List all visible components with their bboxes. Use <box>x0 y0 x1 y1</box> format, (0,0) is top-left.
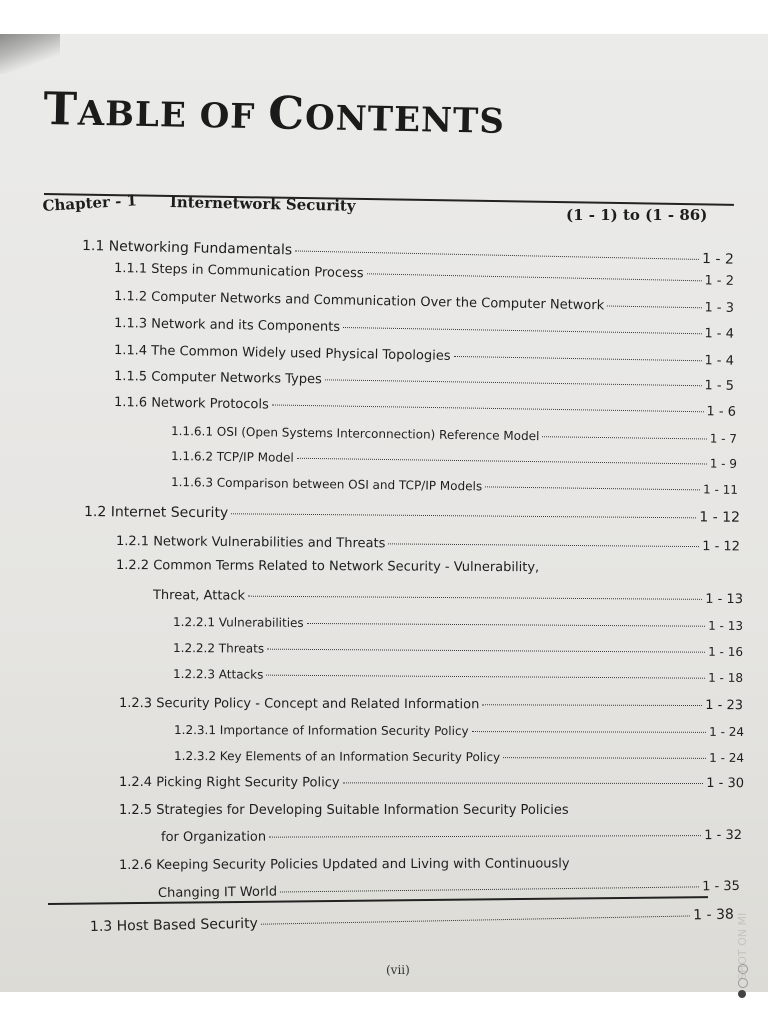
toc-entry-page: 1 - 38 <box>693 906 734 924</box>
toc-entry-label: 1.1.6 Network Protocols <box>113 395 269 413</box>
toc-entry-page: 1 - 13 <box>708 618 744 633</box>
toc-entry-page: 1 - 6 <box>706 404 737 420</box>
chapter-page-range: (1 - 1) to (1 - 86) <box>566 206 708 224</box>
dot-leader <box>231 513 696 518</box>
toc-entry-label: 1.1.5 Computer Networks Types <box>113 369 322 388</box>
toc-entry-label: 1.2.3 Security Policy - Concept and Related Information <box>118 696 480 713</box>
toc-entry-label: 1.2.4 Picking Right Security Policy <box>118 775 340 791</box>
dot-leader <box>388 543 699 547</box>
toc-entry-page: 1 - 32 <box>704 827 743 844</box>
toc-entry-label: for Organization <box>160 829 267 845</box>
toc-entry-label: 1.1.1 Steps in Communication Process <box>113 261 364 282</box>
top-margin <box>0 0 768 34</box>
toc-entry-page: 1 - 4 <box>704 326 735 342</box>
ring-dot-icon <box>738 978 748 988</box>
toc-entry-label: 1.1.3 Network and its Components <box>113 316 341 335</box>
toc-entry-label: 1.1.6.1 OSI (Open Systems Interconnection) Reference Model <box>170 424 540 444</box>
toc-entry-page: 1 - 7 <box>709 431 738 446</box>
ring-dot-icon <box>738 964 748 974</box>
toc-entry-page: 1 - 5 <box>704 378 735 394</box>
dot-leader <box>325 379 702 386</box>
toc-wrapped-line: 1.2.6 Keeping Security Policies Updated and Living with Continuously <box>118 856 570 873</box>
dot-leader <box>272 404 704 412</box>
dot-leader <box>266 675 705 679</box>
toc-entry-label: 1.2.2.3 Attacks <box>172 667 264 682</box>
toc-entry-label: 1.2.3.2 Key Elements of an Information Security Policy <box>173 749 501 765</box>
camera-dots <box>733 960 765 1000</box>
toc-entry-label: 1.2.2.2 Threats <box>172 641 265 656</box>
dot-leader <box>454 356 702 361</box>
dot-leader <box>542 436 706 439</box>
toc-entry-label: 1.3 Host Based Security <box>89 915 259 935</box>
toc-entry <box>119 775 744 796</box>
toc-entry <box>153 588 743 612</box>
toc-entry-page: 1 - 30 <box>706 776 745 792</box>
toc-entry <box>174 749 744 771</box>
camera-watermark: SHOT ON MI <box>736 912 749 980</box>
toc-entry <box>173 615 743 639</box>
dot-leader <box>367 273 702 281</box>
chapter-label: Chapter - 1 <box>42 191 138 215</box>
toc-entry-page: 1 - 4 <box>704 353 735 369</box>
dot-leader <box>607 305 701 308</box>
filled-dot-icon <box>738 990 746 998</box>
toc-entry-page: 1 - 24 <box>709 750 745 765</box>
toc-entry-label: 1.2.3.1 Importance of Information Security Policy <box>173 723 469 739</box>
title-initial-t: T <box>42 82 79 136</box>
dot-leader <box>482 704 702 706</box>
toc-entry <box>119 696 743 718</box>
toc-wrapped-line: 1.2.5 Strategies for Developing Suitable Information Security Policies <box>119 803 569 818</box>
toc-entry-label: 1.1.2 Computer Networks and Communication Over the Computer Network <box>113 289 605 314</box>
toc-entry <box>173 667 743 691</box>
dot-leader <box>343 782 704 784</box>
toc-entry <box>174 723 744 745</box>
toc-entry-page: 1 - 35 <box>702 878 741 895</box>
dot-leader <box>472 731 706 733</box>
toc-entry-page: 1 - 9 <box>709 456 738 471</box>
dot-leader <box>261 915 690 924</box>
toc-entry-page: 1 - 3 <box>704 300 735 316</box>
dot-leader <box>485 486 700 490</box>
toc-entry-page: 1 - 2 <box>701 250 735 268</box>
toc-entry-page: 1 - 18 <box>708 670 744 685</box>
chapter-title: Internetwork Security <box>169 193 356 215</box>
page-number: (vii) <box>386 963 410 977</box>
dot-leader <box>297 458 707 465</box>
dot-leader <box>269 835 701 838</box>
title-initial-c: C <box>267 86 306 141</box>
toc-entry <box>173 641 743 665</box>
toc-entry-label: Threat, Attack <box>152 588 246 604</box>
title-part-able-of: ABLE OF <box>77 93 269 138</box>
toc-entry-page: 1 - 11 <box>703 482 739 497</box>
toc-entry-page: 1 - 12 <box>699 509 741 526</box>
toc-entry-page: 1 - 24 <box>709 724 745 739</box>
bottom-margin <box>0 992 768 1024</box>
binding-shadow <box>0 34 60 74</box>
dot-leader <box>248 596 702 600</box>
dot-leader <box>267 649 705 653</box>
toc-entry-label: 1.1.4 The Common Widely used Physical Topologies <box>113 343 451 364</box>
dot-leader <box>343 327 701 334</box>
toc-wrapped-line: 1.2.2 Common Terms Related to Network Security - Vulnerability, <box>115 558 540 576</box>
toc-entry-label: Changing IT World <box>157 884 278 901</box>
toc-entry-label: 1.2.1 Network Vulnerabilities and Threats <box>115 534 386 552</box>
toc-entry <box>161 828 742 850</box>
toc-entry-page: 1 - 12 <box>702 539 741 555</box>
toc-entry-page: 1 - 16 <box>708 644 744 659</box>
toc-entry-label: 1.2 Internet Security <box>83 504 229 522</box>
title-part-ontents: ONTENTS <box>304 98 506 142</box>
toc-entry-page: 1 - 13 <box>705 591 744 608</box>
toc-entry-page: 1 - 23 <box>705 698 744 714</box>
toc-entry-label: 1.2.2.1 Vulnerabilities <box>172 615 304 630</box>
dot-leader <box>280 886 699 892</box>
toc-entry-page: 1 - 2 <box>704 273 735 289</box>
dot-leader <box>503 757 706 759</box>
dot-leader <box>295 250 699 259</box>
toc-entry-label: 1.1.6.2 TCP/IP Model <box>170 449 294 465</box>
page-title <box>43 82 505 144</box>
toc-entry-label: 1.1.6.3 Comparison between OSI and TCP/IP Models <box>170 475 483 494</box>
dot-leader <box>307 623 705 627</box>
toc-entry-label: 1.1 Networking Fundamentals <box>81 238 293 259</box>
